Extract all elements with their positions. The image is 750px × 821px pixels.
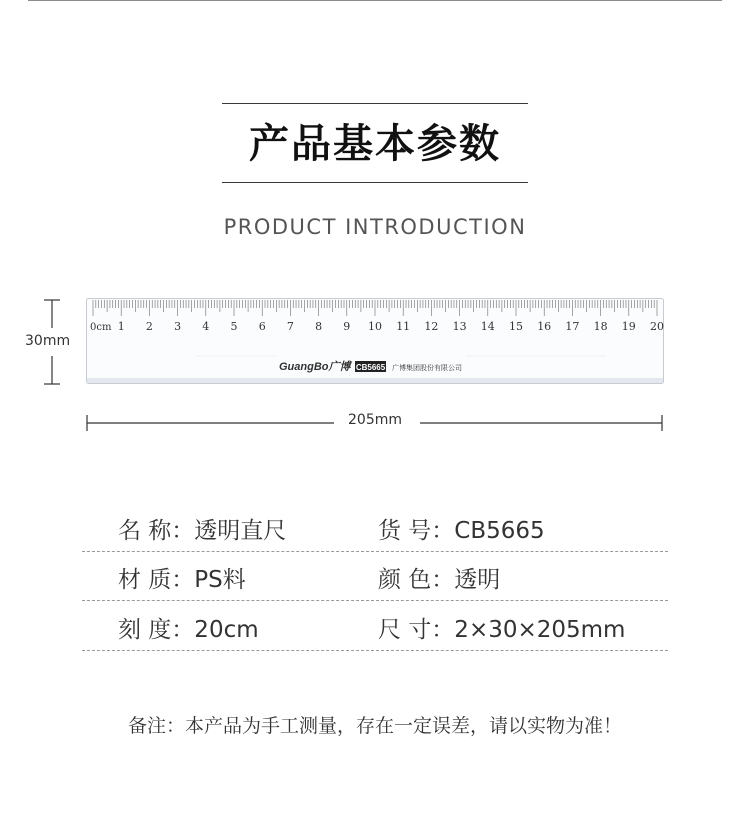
spec-item-number: 货 号：CB5665 bbox=[378, 518, 545, 544]
ruler-model-badge-text: CB5665 bbox=[355, 363, 386, 372]
ruler-number: 10 bbox=[368, 320, 382, 333]
ruler-number: 8 bbox=[315, 320, 323, 333]
ruler-number: 20 bbox=[650, 320, 664, 333]
ruler-unit-label: 0cm bbox=[90, 322, 112, 333]
ruler-number: 1 bbox=[117, 320, 125, 333]
ruler-number: 15 bbox=[509, 320, 523, 333]
ruler-company-name: 广博集团股份有限公司 bbox=[392, 364, 462, 372]
page-title: 产品基本参数 bbox=[249, 121, 501, 167]
spec-divider bbox=[82, 650, 668, 651]
ruler-number: 9 bbox=[343, 320, 351, 333]
ruler-number: 17 bbox=[565, 320, 580, 333]
ruler-number: 6 bbox=[258, 320, 266, 333]
ruler-ticks bbox=[93, 300, 657, 316]
spec-name: 名 称：透明直尺 bbox=[118, 518, 287, 544]
height-dimension-label: 30mm bbox=[25, 333, 71, 349]
ruler-number: 11 bbox=[396, 320, 411, 333]
spec-divider bbox=[82, 600, 668, 601]
ruler-number: 12 bbox=[424, 320, 439, 333]
spec-color: 颜 色：透明 bbox=[378, 567, 501, 593]
page-subtitle: PRODUCT INTRODUCTION bbox=[223, 215, 527, 239]
ruler-number: 7 bbox=[286, 320, 294, 333]
spec-size: 尺 寸：2×30×205mm bbox=[378, 617, 626, 643]
width-dimension-label: 205mm bbox=[338, 412, 412, 428]
ruler-number: 4 bbox=[202, 320, 210, 333]
ruler-number: 3 bbox=[174, 320, 182, 333]
title-top-rule bbox=[222, 103, 528, 104]
ruler-number: 5 bbox=[230, 320, 238, 333]
spec-material: 材 质：PS料 bbox=[118, 567, 246, 593]
ruler-number: 2 bbox=[145, 320, 153, 333]
ruler-image bbox=[86, 298, 666, 388]
ruler-number: 13 bbox=[452, 320, 467, 333]
ruler-number: 18 bbox=[593, 320, 608, 333]
ruler-number: 16 bbox=[537, 320, 552, 333]
disclaimer-note: 备注：本产品为手工测量，存在一定误差，请以实物为准！ bbox=[127, 715, 622, 737]
spec-divider bbox=[82, 551, 668, 552]
spec-scale: 刻 度：20cm bbox=[118, 617, 259, 643]
ruler-brand-logo: GuangBo广博 bbox=[279, 361, 351, 373]
ruler-number: 19 bbox=[621, 320, 636, 333]
title-bottom-rule bbox=[222, 182, 528, 183]
ruler-number: 14 bbox=[480, 320, 495, 333]
top-divider bbox=[28, 0, 722, 1]
ruler-edge bbox=[87, 378, 663, 383]
